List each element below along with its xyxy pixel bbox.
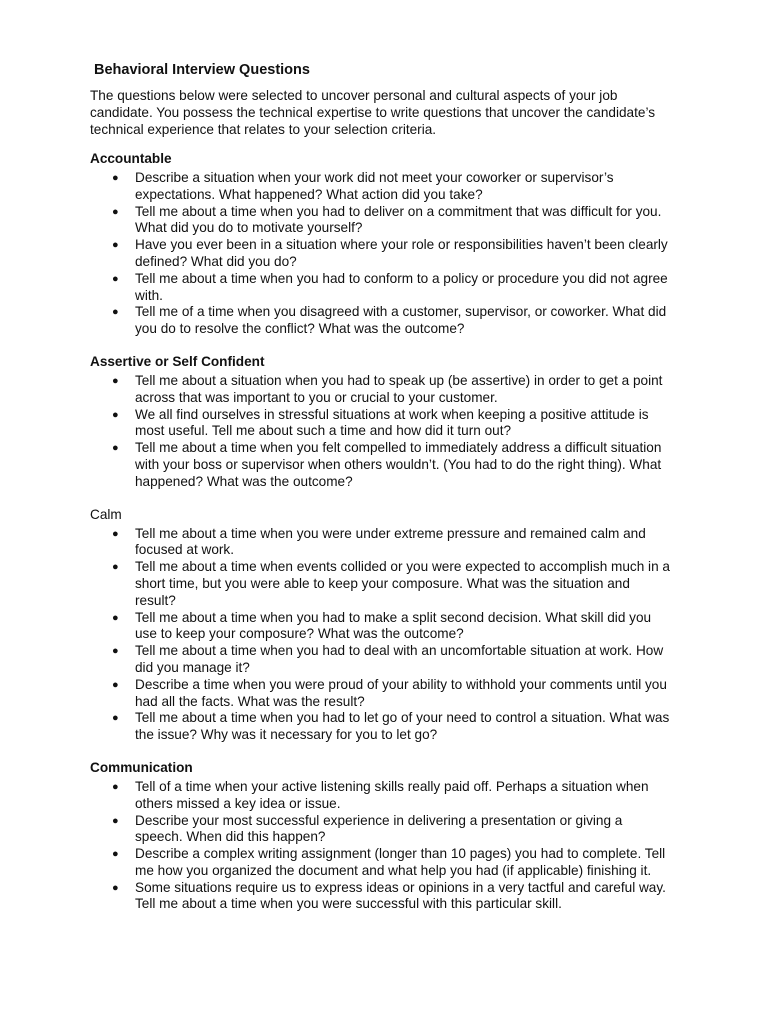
intro-paragraph: The questions below were selected to uncover personal and cultural aspects of your job candidate. You possess the technical expertise to write questions that uncover the candidate’s technical experience that relates to your selection criteria. bbox=[90, 88, 656, 137]
bullet-icon: ● bbox=[112, 205, 119, 218]
question-text: Some situations require us to express ideas or opinions in a very tactful and careful way. Tell me about a time when you were successful with this particular skill. bbox=[135, 879, 666, 912]
bullet-icon: ● bbox=[112, 780, 119, 793]
question-text: Describe your most successful experience in delivering a presentation or giving a speech. When did this happen? bbox=[135, 812, 623, 845]
bullet-icon: ● bbox=[112, 272, 119, 285]
question-text: Tell me about a time when events collided or you were expected to accomplish much in a short time, but you were able to keep your composure. What was the situation and result? bbox=[135, 559, 670, 608]
list-item bbox=[90, 710, 670, 744]
section-heading: Assertive or Self Confident bbox=[90, 353, 265, 369]
list-item bbox=[90, 559, 670, 609]
section-communication bbox=[90, 759, 690, 913]
list-item bbox=[90, 813, 670, 847]
bullet-icon: ● bbox=[112, 408, 119, 421]
question-text: Tell me of a time when you disagreed with a customer, supervisor, or coworker. What did you do to resolve the conflict? What was the outcome? bbox=[135, 304, 667, 337]
list-item bbox=[90, 440, 670, 490]
list-item bbox=[90, 373, 670, 407]
list-item bbox=[90, 407, 670, 441]
question-text: Have you ever been in a situation where your role or responsibilities haven’t been clearly defined? What did you do? bbox=[135, 237, 668, 269]
question-text: Tell of a time when your active listening skills really paid off. Perhaps a situation when others missed a key idea or issue. bbox=[135, 778, 649, 811]
question-text: Tell me about a time when you felt compelled to immediately address a difficult situation with your boss or supervisor when others wouldn’t. (You had to do the right thing). What happened? What was the outcome? bbox=[135, 440, 662, 489]
section-heading: Communication bbox=[90, 759, 193, 775]
question-text: Describe a situation when your work did not meet your coworker or supervisor’s expectations. What happened? What action did you take? bbox=[135, 170, 614, 202]
bullet-icon: ● bbox=[112, 239, 119, 252]
question-list bbox=[90, 526, 690, 744]
list-item bbox=[90, 304, 670, 338]
list-item bbox=[90, 846, 670, 880]
bullet-icon: ● bbox=[112, 374, 119, 387]
bullet-icon: ● bbox=[112, 527, 119, 540]
list-item bbox=[90, 677, 670, 711]
bullet-icon: ● bbox=[112, 645, 119, 658]
question-text: Tell me about a time when you had to make a split second decision. What skill did you use to keep your composure? What was the outcome? bbox=[135, 609, 652, 642]
document-page bbox=[90, 61, 690, 928]
section-calm bbox=[90, 506, 690, 744]
list-item bbox=[90, 237, 670, 271]
question-list bbox=[90, 779, 690, 913]
bullet-icon: ● bbox=[112, 712, 119, 725]
bullet-icon: ● bbox=[112, 611, 119, 624]
section-assertive bbox=[90, 353, 690, 491]
question-text: Tell me about a time when you had to conform to a policy or procedure you did not agree with. bbox=[135, 270, 668, 303]
question-text: Tell me about a time when you had to let go of your need to control a situation. What was the issue? Why was it necessary for you to let go? bbox=[135, 710, 670, 743]
list-item bbox=[90, 610, 670, 644]
list-item bbox=[90, 204, 670, 238]
section-heading: Calm bbox=[90, 506, 122, 522]
bullet-icon: ● bbox=[112, 814, 119, 827]
list-item bbox=[90, 779, 670, 813]
question-text: Tell me about a time when you had to deal with an uncomfortable situation at work. How did you manage it? bbox=[135, 643, 664, 675]
section-accountable bbox=[90, 150, 690, 338]
question-text: Describe a time when you were proud of your ability to withhold your comments until you had all the facts. What was the result? bbox=[135, 676, 667, 709]
list-item bbox=[90, 880, 670, 914]
question-text: Tell me about a time when you were under extreme pressure and remained calm and focused at work. bbox=[135, 525, 646, 558]
document-title: Behavioral Interview Questions bbox=[94, 62, 310, 78]
bullet-icon: ● bbox=[112, 881, 119, 894]
list-item bbox=[90, 643, 670, 677]
question-text: Tell me about a situation when you had to speak up (be assertive) in order to get a point across that was important to you or crucial to your customer. bbox=[135, 372, 663, 405]
question-text: We all find ourselves in stressful situations at work when keeping a positive attitude is most useful. Tell me about such a time and how did it turn out? bbox=[135, 406, 649, 439]
bullet-icon: ● bbox=[112, 306, 119, 319]
question-list bbox=[90, 373, 690, 491]
bullet-icon: ● bbox=[112, 848, 119, 861]
bullet-icon: ● bbox=[112, 172, 119, 184]
list-item bbox=[90, 526, 670, 560]
list-item bbox=[90, 170, 670, 204]
bullet-icon: ● bbox=[112, 561, 119, 574]
bullet-icon: ● bbox=[112, 678, 119, 691]
section-heading: Accountable bbox=[90, 151, 172, 166]
bullet-icon: ● bbox=[112, 442, 119, 455]
question-list bbox=[90, 170, 690, 338]
question-text: Tell me about a time when you had to deliver on a commitment that was difficult for you. What did you do to motivate yourself? bbox=[135, 203, 662, 236]
question-text: Describe a complex writing assignment (longer than 10 pages) you had to complete. Tell me how you organized the document and what help you had (if applicable) finishing it. bbox=[135, 846, 666, 878]
list-item bbox=[90, 271, 670, 305]
